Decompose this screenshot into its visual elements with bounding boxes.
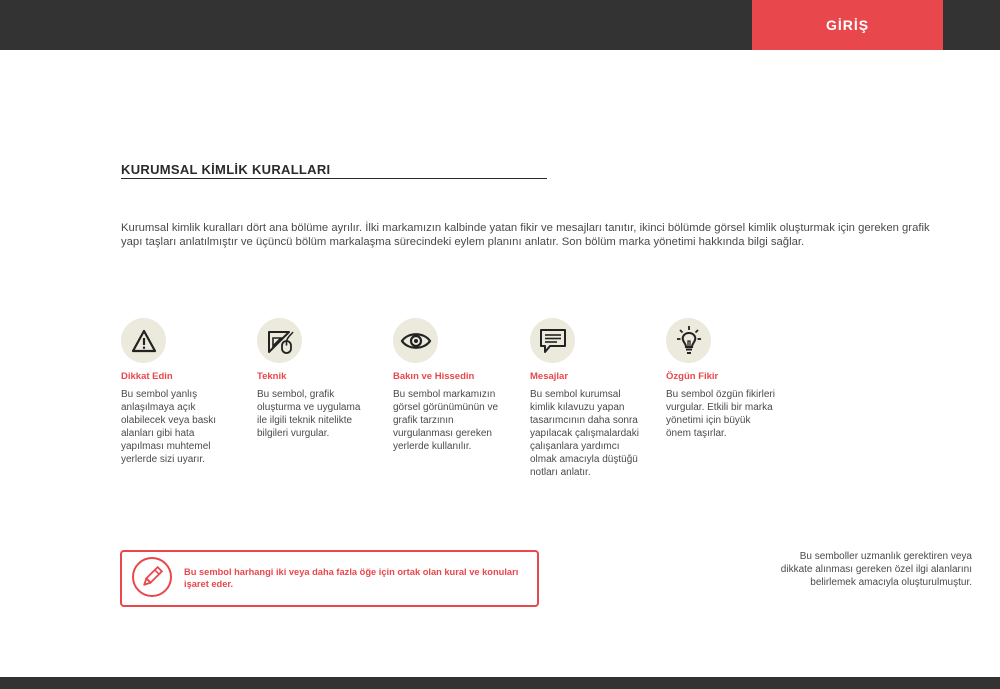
symbol-name: Teknik bbox=[257, 371, 287, 382]
symbol-dikkat-edin bbox=[121, 318, 239, 466]
symbol-desc: Bu sembol markamızın görsel görünümünün ve grafik tarzının vurgulanması gereken yerlerde kullanılır. bbox=[393, 389, 499, 452]
symbol-name: Dikkat Edin bbox=[121, 371, 173, 382]
symbol-ozgun-fikir bbox=[666, 318, 784, 440]
pencil-icon bbox=[132, 557, 172, 597]
symbol-name: Özgün Fikir bbox=[666, 371, 719, 382]
symbol-desc: Bu sembol yanlış anlaşılmaya açık olabilecek veya baskı alanları gibi hata yapılması muhtemel yerlerde sizi uyarır. bbox=[121, 389, 217, 465]
symbol-name: Mesajlar bbox=[530, 371, 569, 382]
side-note: Bu semboller uzmanlık gerektiren veya dikkate alınması gereken özel ilgi alanlarını belirlemek amacıyla oluşturulmuştur. bbox=[780, 551, 972, 588]
message-icon bbox=[530, 318, 575, 363]
eye-icon bbox=[393, 318, 438, 363]
symbol-teknik bbox=[257, 318, 375, 440]
symbol-mesajlar bbox=[530, 318, 648, 479]
symbol-desc: Bu sembol, grafik oluşturma ve uygulama ile ilgili teknik nitelikte bilgileri vurgular. bbox=[257, 389, 361, 439]
top-bar bbox=[0, 0, 1000, 50]
symbol-name: Bakın ve Hissedin bbox=[393, 371, 475, 382]
tab-giris[interactable]: GİRİŞ bbox=[752, 0, 943, 50]
lightbulb-icon bbox=[666, 318, 711, 363]
section-title: KURUMSAL KİMLİK KURALLARI bbox=[121, 162, 547, 179]
symbol-bakin-ve-hissedin bbox=[393, 318, 511, 453]
intro-paragraph: Kurumsal kimlik kuralları dört ana bölüme ayrılır. İlki markamızın kalbinde yatan fikir ve mesajları tanıtır, ikinci bölümde görsel kimlik oluşturmak için gereken grafik yapı taşları anlatılmıştır ve üçüncü bölüm markalaşma sürecindeki eylem planını anlatır. Son bölüm marka yönetimi hakkında bilgi sağlar. bbox=[121, 222, 930, 248]
common-rule-note-box bbox=[120, 550, 539, 607]
warning-triangle-icon bbox=[121, 318, 166, 363]
bottom-bar bbox=[0, 677, 1000, 689]
symbol-desc: Bu sembol özgün fikirleri vurgular. Etkili bir marka yönetimi için büyük önem taşırlar. bbox=[666, 389, 775, 439]
technical-tools-icon bbox=[257, 318, 302, 363]
note-text: Bu sembol harhangi iki veya daha fazla öğe için ortak olan kural ve konuları işaret eder. bbox=[184, 567, 519, 589]
symbol-desc: Bu sembol kurumsal kimlik kılavuzu yapan tasarımcının daha sonra yapılacak çalışmalardaki çalışanlara yardımcı olmak amacıyla düştüğü notları anlatır. bbox=[530, 389, 639, 478]
